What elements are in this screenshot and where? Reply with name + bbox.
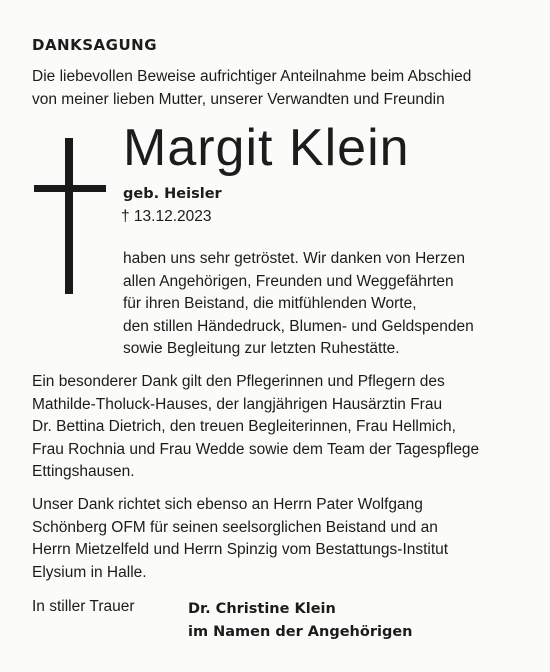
notice-heading: DANKSAGUNG <box>32 36 158 54</box>
gratitude-text: Unser Dank richtet sich ebenso an Herrn Pater Wolfgang Schönberg OFM für seinen seelsorglichen Beistand und an Herrn Mietzelfeld und Herrn Spinzig vom Bestattungs-Institut Elysium in Halle. <box>32 496 449 581</box>
intro-text: Die liebevollen Beweise aufrichtiger Anteilnahme beim Abschied von meiner lieben Mutter, unserer Verwandten und Freundin <box>32 68 472 108</box>
death-date: † 13.12.2023 <box>121 208 212 225</box>
thanks-text: haben uns sehr getröstet. Wir danken von Herzen allen Angehörigen, Freunden und Weggefährten für ihren Beistand, die mitfühlenden Worte, den stillen Händedruck, Blumen- und Geldspenden sowie Begleitung zur letzten Ruhestätte. <box>123 250 474 357</box>
signature-intro: In stiller Trauer <box>32 598 135 615</box>
cross-icon <box>34 138 106 294</box>
special-thanks-text: Ein besonderer Dank gilt den Pflegerinnen und Pflegern des Mathilde-Tholuck-Hauses, der langjährigen Hausärztin Frau Dr. Bettina Dietrich, den treuen Begleiterinnen, Frau Hellmich, Frau Rochnia und Frau Wedde sowie dem Team der Tagespflege Ettingshausen. <box>32 373 480 480</box>
signature-name: Dr. Christine Klein im Namen der Angehörigen <box>188 601 413 640</box>
birth-name: geb. Heisler <box>123 186 222 202</box>
deceased-name: Margit Klein <box>123 119 410 177</box>
